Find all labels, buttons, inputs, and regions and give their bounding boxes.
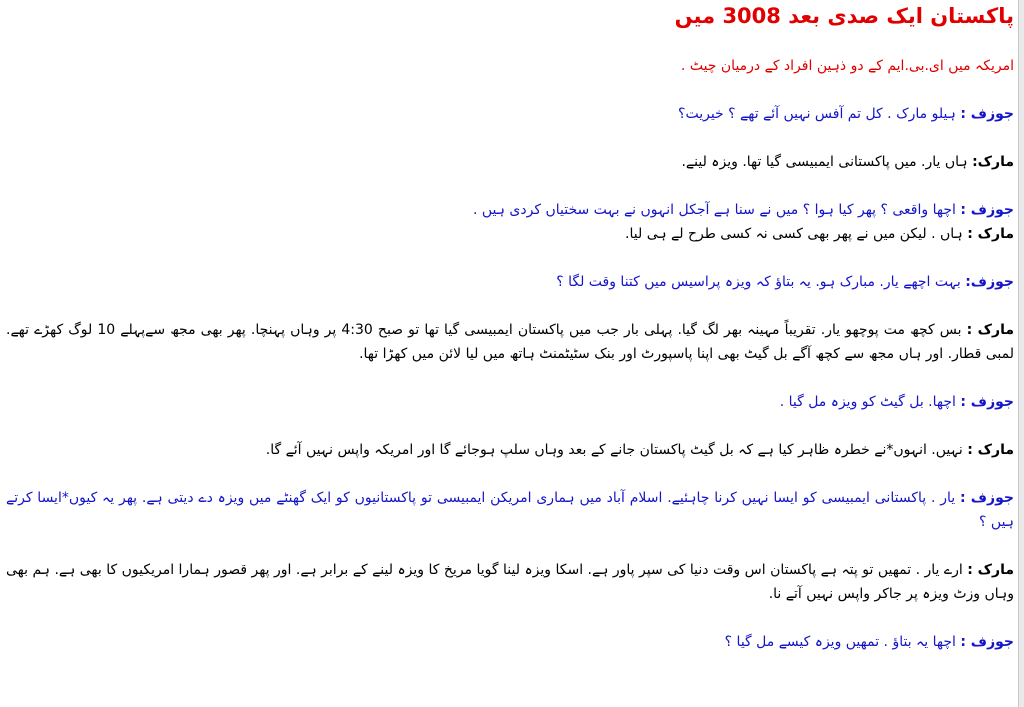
speaker-label: جوزف : xyxy=(960,634,1014,650)
page-title: پاکستان ایک صدی بعد 3008 میں xyxy=(674,4,1014,28)
speaker-label: جوزف : xyxy=(960,394,1014,410)
dialogue-line-joseph xyxy=(6,390,1014,414)
dialogue-text: یار . پاکستانی ایمبیسی کو ایسا نہیں کرنا چاہئیے. اسلام آباد میں ہماری امریکن ایمبیسی تو پاکستانیوں کو ایک گھنٹے میں ویزہ دے دیتی ہے. پھر یہ کیوں*ایسا کرتے ہیں ؟ xyxy=(6,490,1014,530)
speaker-label: مارک: xyxy=(972,154,1014,170)
speaker-label: جوزف : xyxy=(959,490,1014,506)
speaker-label: جوزف : xyxy=(960,202,1014,218)
dialogue-line-mark xyxy=(6,150,1014,174)
dialogue-line-joseph xyxy=(6,198,1014,222)
speaker-label: مارک : xyxy=(967,442,1014,458)
speaker-label: مارک : xyxy=(967,226,1014,242)
dialogue-text: ہاں یار. میں پاکستانی ایمبیسی گیا تھا. ویزہ لینے. xyxy=(681,154,973,170)
dialogue-text: بہت اچھے یار. مبارک ہو. یہ بتاؤ کہ ویزہ پراسیس میں کتنا وقت لگا ؟ xyxy=(556,274,966,290)
dialogue-line-joseph xyxy=(6,102,1014,126)
dialogue-text: ہاں . لیکن میں نے پھر بھی کسی نہ کسی طرح لے ہی لیا. xyxy=(625,226,968,242)
dialogue-line-joseph xyxy=(6,270,1014,294)
dialogue-text: ہیلو مارک . کل تم آفس نہیں آئے تھے ؟ خیریت؟ xyxy=(678,106,961,122)
dialogue-text: ارے یار . تمھیں تو پتہ ہے پاکستان اس وقت دنیا کی سپر پاور ہے. اسکا ویزہ لینا گویا مریخ کا ویزہ لینے کے برابر ہے. اور پھر قصور ہمارا امریکیوں کا بھی ہے. ہم بھی وہاں وزٹ ویزہ پر جاکر واپس نہیں آتے نا. xyxy=(6,562,1014,602)
intro-line: امریکہ میں ای.بی.ایم کے دو ذہین افراد کے درمیان چیٹ . xyxy=(680,58,1014,74)
dialogue-text: اچھا یہ بتاؤ . تمھیں ویزہ کیسے مل گیا ؟ xyxy=(724,634,961,650)
dialogue-text: نہیں. انہوں*نے خطرہ ظاہر کیا ہے کہ بل گیٹ پاکستان جانے کے بعد وہاں سلپ ہوجائے گا اور امریکہ واپس نہیں آئے گا. xyxy=(265,442,968,458)
dialogue-text: بس کچھ مت پوچھو یار. تقریباً مہینہ بھر لگ گیا. پہلی بار جب میں پاکستان ایمبیسی گیا تھا تو صبح 4:30 پر وہاں پہنچا. پھر بھی مجھ سےپہلے 10 لوگ کھڑے تھے. لمبی قطار. اور ہاں مجھ سے کچھ آگے بل گیٹ بھی اپنا پاسپورٹ اور بنک سٹیٹمنٹ ہاتھ میں لیا لائن میں کھڑا تھا. xyxy=(6,322,1014,362)
speaker-label: مارک : xyxy=(966,322,1014,338)
dialogue-text: اچھا واقعی ؟ پھر کیا ہوا ؟ میں نے سنا ہے آجکل انہوں نے بہت سختیاں کردی ہیں . xyxy=(473,202,961,218)
dialogue-text: اچھا. بل گیٹ کو ویزہ مل گیا . xyxy=(779,394,961,410)
dialogue-line-mark xyxy=(6,318,1014,366)
dialogue-line-mark xyxy=(6,558,1014,606)
speaker-label: مارک : xyxy=(967,562,1014,578)
dialogue-line-joseph xyxy=(6,630,1014,654)
speaker-label: جوزف : xyxy=(960,106,1014,122)
dialogue-line-mark xyxy=(6,438,1014,462)
scrollbar[interactable] xyxy=(1018,0,1024,707)
speaker-label: جوزف: xyxy=(965,274,1014,290)
dialogue-line-joseph xyxy=(6,486,1014,534)
dialogue-line-mark xyxy=(6,222,1014,246)
